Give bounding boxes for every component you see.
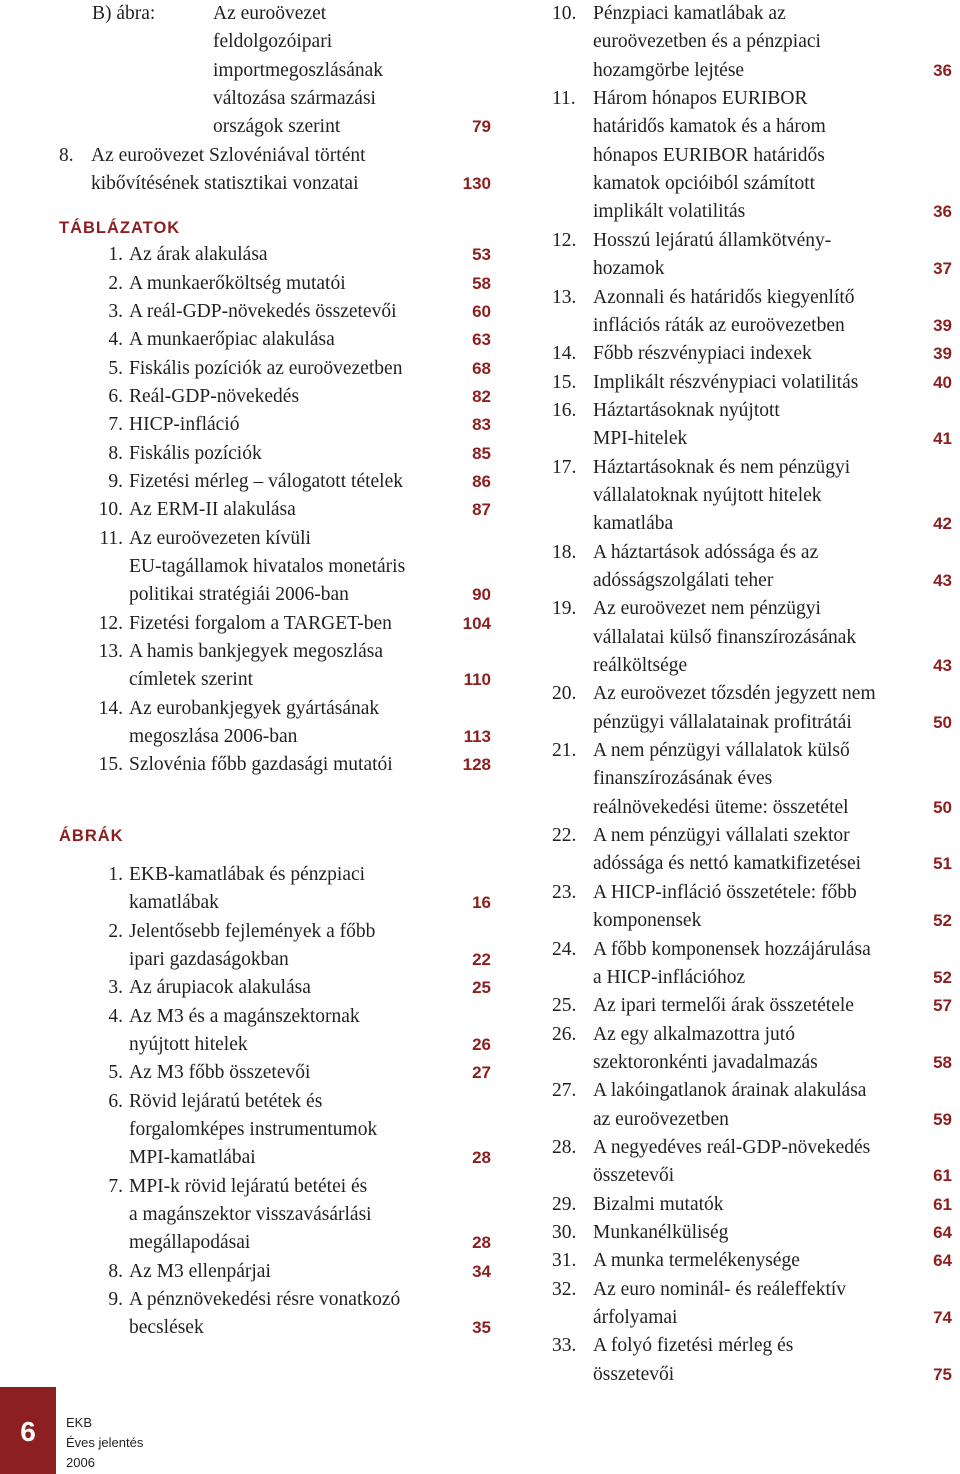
entry-number: 20. [552,683,577,705]
entry-title-line: kamatok opcióiból számított [593,173,816,195]
entry-number: 3. [108,300,123,322]
entry-number: 4. [108,329,123,351]
entry-page-number: 27 [472,1063,491,1083]
entry-number: 1. [108,244,123,266]
entry-number: 13. [552,286,577,308]
entry-page-number: 52 [933,911,952,931]
entry-title-line: kamatlábak [129,892,219,914]
entry-number: 32. [552,1278,577,1300]
entry-title-line: megállapodásai [129,1232,251,1254]
entry-page-number: 16 [472,893,491,913]
entry-number: 15. [98,754,123,776]
entry-title-line: Fiskális pozíciók [129,442,262,464]
entry-number: 18. [552,541,577,563]
entry-page-number: 74 [933,1308,952,1328]
entry-title-line: becslések [129,1317,204,1339]
entry-page-number: 64 [933,1223,952,1243]
figure-list-item [552,936,952,993]
entry-number: 1. [108,863,123,885]
entry-title-line: Az M3 főbb összetevői [129,1062,311,1084]
entry-title-line: adósságszolgálati teher [593,569,774,591]
entry-title-line: A lakóingatlanok árainak alakulása [593,1080,867,1102]
entry-title-line: árfolyamai [593,1307,678,1329]
entry-title-line: importmegoszlásának [213,59,384,81]
entry-title-line: A munka termelékenysége [593,1250,800,1272]
entry-title-line: Az árak alakulása [129,244,268,266]
entry-page-number: 53 [472,245,491,265]
figure-list-item [59,1059,491,1087]
figure-list-item [59,974,491,1002]
entry-title-line: feldolgozóipari [213,31,333,53]
entry-page-number: 42 [933,514,952,534]
entry-title-line: a HICP-inflációhoz [593,966,746,988]
entry-page-number: 83 [472,415,491,435]
footer-page-number: 6 [20,1416,36,1447]
table-list-item [59,270,491,298]
entry-page-number: 26 [472,1034,491,1054]
entry-title-line: szektoronkénti javadalmazás [593,1051,818,1073]
entry-title-line: hozamgörbe lejtése [593,59,745,81]
figure-list-item [552,1191,952,1219]
entry-number: 3. [108,977,123,999]
entry-page-number: 90 [472,585,491,605]
entry-title-line: MPI-hitelek [593,428,688,450]
entry-number: 22. [552,825,577,847]
entry-title-line: reálköltsége [593,655,688,677]
figure-list-item [552,85,952,227]
entry-title-line: Három hónapos EURIBOR [593,88,808,110]
entry-number: 4. [108,1005,123,1027]
figure-list-item [59,1258,491,1286]
entry-title-line: hozamok [593,258,665,280]
entry-title-line: Rövid lejáratú betétek és [129,1090,323,1112]
entry-title-line: megoszlása 2006-ban [129,726,298,748]
entry-title-line: Háztartásoknak nyújtott [593,399,780,421]
entry-page-number: 43 [933,570,952,590]
figure-b-label: B) ábra: [92,3,156,24]
table-list-item [59,695,491,752]
entry-page-number: 22 [472,949,491,969]
entry-title-line: kamatlába [593,513,674,535]
table-list-item [59,411,491,439]
figure-list-item [552,879,952,936]
figure-list-item [552,227,952,284]
entry-title-line: komponensek [593,910,702,932]
table-list-item [59,355,491,383]
entry-number: 7. [108,1175,123,1197]
entry-page-number: 52 [933,967,952,987]
entry-number: 7. [108,414,123,436]
entry-number: 2. [108,272,123,294]
table-list-item [59,468,491,496]
entry-page-number: 85 [472,443,491,463]
entry-title-line: Az ERM-II alakulása [129,499,296,521]
entry-number: 10. [98,499,123,521]
figure-list-item [552,284,952,341]
table-list-item [59,525,491,610]
figure-list-item [552,595,952,680]
figure-list-item [552,0,952,85]
entry-title-line: változása származási [213,88,376,110]
entry-title-line: adóssága és nettó kamatkifizetései [593,853,862,875]
entry-number: 5. [108,357,123,379]
entry-page-number: 35 [472,1318,491,1338]
footer-publication [66,1413,143,1473]
figure-list-item [59,1173,491,1258]
entry-title-line: A háztartások adóssága és az [593,541,819,563]
entry-title-line: euroövezetben és a pénzpiaci [593,31,821,53]
entry-title-line: nyújtott hitelek [129,1033,248,1055]
entry-title-line: Az egy alkalmazottra jutó [593,1023,795,1045]
entry-number: 8. [108,442,123,464]
table-list-item [59,610,491,638]
entry-number: 26. [552,1023,577,1045]
figure-list-item [552,1077,952,1134]
entry-title-line: címletek szerint [129,669,253,691]
entry-title-line: A főbb komponensek hozzájárulása [593,938,871,960]
entry-number: 9. [108,470,123,492]
entry-page-number: 128 [462,755,491,775]
entry-title-line: határidős kamatok és a három [593,116,826,138]
entry-page-number: 86 [472,471,491,491]
entry-title-line: Szlovénia főbb gazdasági mutatói [129,754,393,776]
entry-number: 8. [108,1260,123,1282]
footer-year: 2006 [66,1455,95,1470]
entry-page-number: 50 [933,712,952,732]
entry-page-number: 41 [933,429,952,449]
entry-title-line: A munkaerőpiac alakulása [129,329,335,351]
table-list-item [59,751,491,779]
entry-title-line: A folyó fizetési mérleg és [593,1335,794,1357]
entry-title-line: vállalatoknak nyújtott hitelek [593,484,822,506]
figure-list-item [552,1276,952,1333]
entry-title-line: Pénzpiaci kamatlábak az [593,3,786,24]
entry-page-number: 39 [933,315,952,335]
entry-title-line: Munkanélküliség [593,1222,729,1244]
entry-page-number: 87 [472,500,491,520]
entry-number: 19. [552,598,577,620]
figures-heading: ÁBRÁK [59,826,124,845]
entry-number: 11. [99,527,123,549]
entry-page-number: 68 [472,358,491,378]
entry-number: 28. [552,1137,577,1158]
entry-page-number: 64 [933,1251,952,1271]
table-list-item [59,326,491,354]
entry-number: 25. [552,995,577,1017]
entry-number: 9. [108,1289,123,1311]
entry-number: 2. [108,920,123,942]
entry-title-line: összetevői [593,1165,675,1187]
entry-title-line: összetevői [593,1363,675,1385]
figure-list-item [552,737,952,822]
entry-title-line: ipari gazdaságokban [129,948,289,970]
entry-page-number: 37 [933,259,952,279]
entry-title-line: Az euroövezet tőzsdén jegyzett nem [593,683,876,705]
entry-title-line: A munkaerőköltség mutatói [129,272,346,294]
entry-number: 23. [552,881,577,903]
entry-title-line: Az M3 ellenpárjai [129,1260,271,1282]
entry-title-line: EU-tagállamok hivatalos monetáris [129,555,406,577]
figure-list-item [552,340,952,368]
tables-heading: TÁBLÁZATOK [59,218,181,237]
entry-page-number: 57 [933,996,952,1016]
entry-page-number: 59 [933,1109,952,1129]
entry-number: 6. [108,1090,123,1112]
table-list-item [59,638,491,695]
entry-page-number: 61 [933,1194,952,1214]
entry-title-line: Az euro nominál- és reáleffektív [593,1278,847,1300]
entry-page-number: 113 [463,727,491,747]
entry-title-line: finanszírozásának éves [593,768,773,790]
entry-number: 30. [552,1222,577,1244]
entry-title-line: vállalatai külső finanszírozásának [593,626,857,648]
figure-list-item [59,861,491,918]
entry-title-line: pénzügyi vállalatainak profitrátái [593,711,852,733]
entry-title-line: A reál-GDP-növekedés összetevői [129,300,397,322]
entry-title-line: Reál-GDP-növekedés [129,385,300,407]
table-list-item [59,241,491,269]
entry-title-line: Főbb részvénypiaci indexek [593,343,812,365]
entry-title-line: országok szerint [213,116,341,138]
entry-page-number: 25 [472,978,491,998]
entry-title-line: A pénznövekedési résre vonatkozó [129,1289,401,1311]
figure-list-item [552,397,952,454]
entry-page-number: 130 [462,174,491,194]
entry-page-number: 39 [933,344,952,364]
figure-list-item [59,1003,491,1060]
entry-title-line: hónapos EURIBOR határidős [593,144,825,166]
entry-title-line: Az eurobankjegyek gyártásának [129,697,380,719]
figure-list-item [59,918,491,975]
entry-title-line: inflációs ráták az euroövezetben [593,314,845,336]
entry-title-line: A nem pénzügyi vállalatok külső [593,740,850,762]
entry-number: 17. [552,456,577,478]
entry-title-line: A nem pénzügyi vállalati szektor [593,825,850,847]
table-list-item [59,440,491,468]
figure-list-item [552,539,952,596]
entry-page-number: 51 [933,854,952,874]
entry-page-number: 43 [933,656,952,676]
entry-title-line: MPI-k rövid lejáratú betétei és [129,1175,368,1197]
entry-page-number: 82 [472,386,491,406]
entry-number: 24. [552,938,577,960]
figure-list-item [552,822,952,879]
figure-b-entry [92,0,491,142]
entry-page-number: 50 [933,797,952,817]
entry-title-line: Az M3 és a magánszektornak [129,1005,360,1027]
entry-title-line: politikai stratégiái 2006-ban [129,584,349,606]
entry-number: 15. [552,371,577,393]
entry-title-line: Jelentősebb fejlemények a főbb [129,920,376,942]
entry-number: 27. [552,1080,577,1102]
entry-title-line: Az euroövezet [213,3,327,24]
entry-title-line: A negyedéves reál-GDP-növekedés [593,1137,871,1158]
figure-list-item [552,1134,952,1191]
entry-page-number: 61 [933,1166,952,1186]
entry-page-number: 34 [472,1261,491,1281]
entry-title-line: Háztartásoknak és nem pénzügyi [593,456,851,478]
entry-number: 16. [552,399,577,421]
entry-title-line: A HICP-infláció összetétele: főbb [593,881,857,903]
entry-page-number: 40 [933,372,952,392]
box-8-entry [59,142,491,199]
entry-title-line: Implikált részvénypiaci volatilitás [593,371,859,393]
entry-number: 8. [59,144,74,166]
entry-number: 14. [552,343,577,365]
footer-report-title: Éves jelentés [66,1435,144,1450]
entry-title-line: Fizetési forgalom a TARGET-ben [129,612,392,634]
figure-list-item [552,1247,952,1275]
figure-list-item [552,369,952,397]
entry-number: 33. [552,1335,577,1357]
entry-title-line: Hosszú lejáratú államkötvény- [593,229,832,251]
entry-page-number: 58 [472,273,491,293]
figure-list-item [552,454,952,539]
entry-title-line: reálnövekedési üteme: összetétel [593,796,849,818]
entry-title-line: forgalomképes instrumentumok [129,1118,378,1140]
entry-page-number: 63 [472,330,491,350]
entry-title-line: implikált volatilitás [593,201,746,223]
entry-number: 10. [552,3,577,24]
entry-title-line: Az euroövezet nem pénzügyi [593,598,821,620]
figure-list-item [552,1332,952,1389]
table-list-item [59,496,491,524]
entry-number: 13. [98,641,123,663]
figure-list-item [552,992,952,1020]
table-list-item [59,383,491,411]
entry-title-line: az euroövezetben [593,1108,729,1130]
entry-title-line: Bizalmi mutatók [593,1193,724,1215]
entry-number: 12. [552,229,577,251]
entry-number: 11. [552,88,576,110]
entry-title-line: a magánszektor visszavásárlási [129,1203,372,1225]
entry-page-number: 60 [472,301,491,321]
entry-page-number: 110 [463,670,491,690]
entry-number: 29. [552,1193,577,1215]
entry-number: 14. [98,697,123,719]
entry-number: 31. [552,1250,577,1272]
entry-title-line: Fiskális pozíciók az euroövezetben [129,357,403,379]
entry-title-line: MPI-kamatlábai [129,1147,256,1169]
entry-page-number: 36 [933,60,952,80]
figure-list-item [552,680,952,737]
entry-title-line: Fizetési mérleg – válogatott tételek [129,470,403,492]
figure-list-item [552,1021,952,1078]
entry-number: 6. [108,385,123,407]
entry-page-number: 79 [472,117,491,137]
figure-list-item [552,1219,952,1247]
table-list-item [59,298,491,326]
entry-page-number: 36 [933,202,952,222]
entry-title-line: Az euroövezet Szlovéniával történt [91,144,366,166]
figure-list-item [59,1088,491,1173]
entry-page-number: 58 [933,1052,952,1072]
entry-title-line: HICP-infláció [129,414,240,436]
entry-title-line: Az ipari termelői árak összetétele [593,995,854,1017]
entry-number: 12. [98,612,123,634]
entry-page-number: 28 [472,1233,491,1253]
entry-title-line: kibővítésének statisztikai vonzatai [91,173,359,195]
entry-number: 21. [552,740,577,762]
footer-publisher: EKB [66,1415,93,1430]
entry-title-line: Azonnali és határidős kiegyenlítő [593,286,855,308]
entry-title-line: EKB-kamatlábak és pénzpiaci [129,863,366,885]
entry-title-line: A hamis bankjegyek megoszlása [129,641,383,663]
entry-page-number: 28 [472,1148,491,1168]
entry-page-number: 75 [933,1364,952,1384]
entry-title-line: Az euroövezeten kívüli [129,527,311,549]
figure-list-item [59,1286,491,1343]
entry-number: 5. [108,1062,123,1084]
entry-title-line: Az árupiacok alakulása [129,977,311,999]
entry-page-number: 104 [462,613,491,633]
